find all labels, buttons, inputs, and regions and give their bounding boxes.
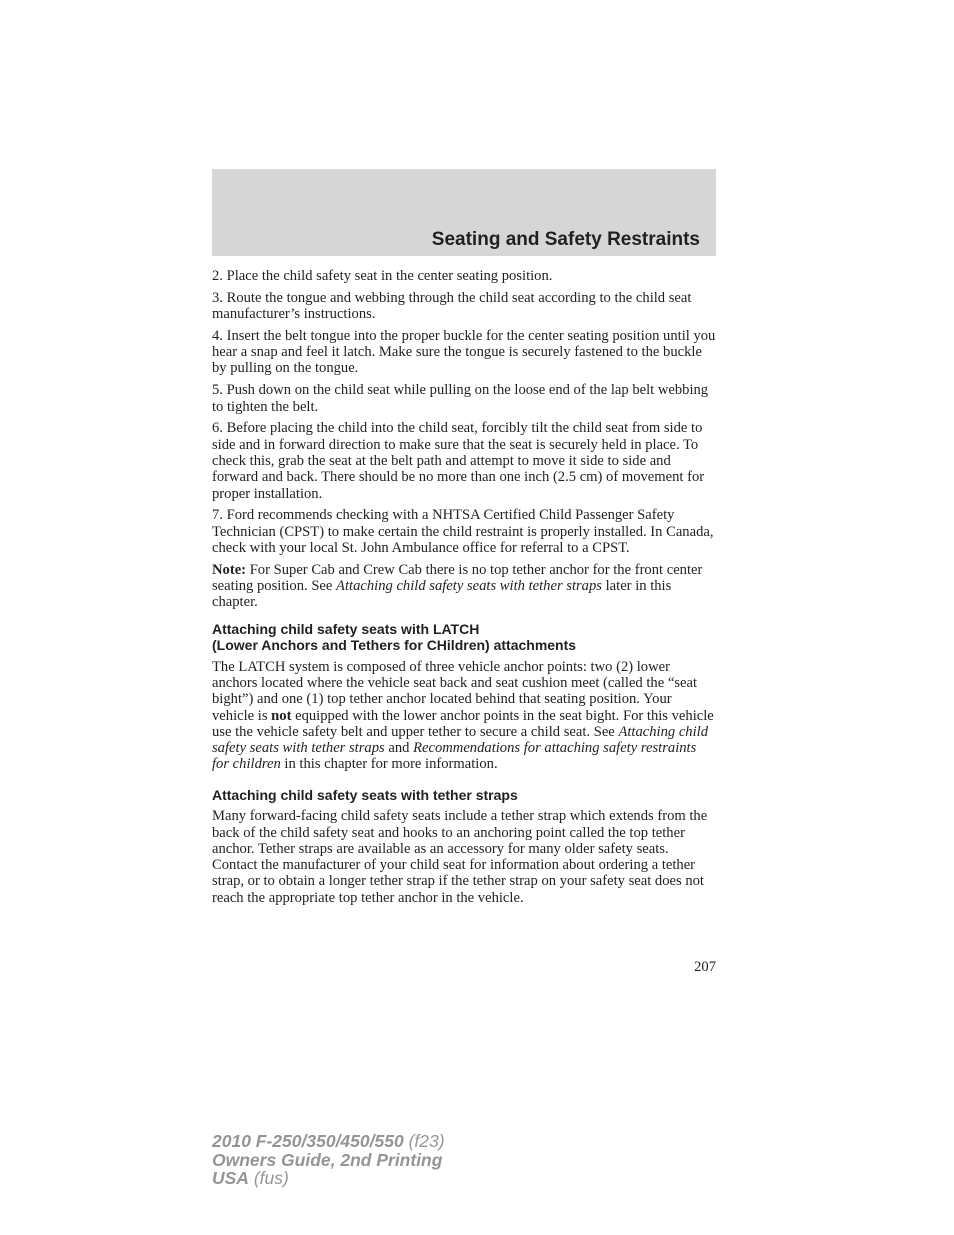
section-title: Seating and Safety Restraints bbox=[431, 229, 700, 250]
latch-emphasis-not: not bbox=[271, 707, 292, 724]
tether-heading: Attaching child safety seats with tether straps bbox=[212, 786, 518, 803]
footer-line-1 bbox=[212, 1132, 445, 1151]
step-3: 3. Route the tongue and webbing through the child seat according to the child seat manufacturer’s instructions. bbox=[212, 289, 692, 323]
document-footer bbox=[212, 1132, 445, 1188]
latch-text-1: The LATCH system is composed of three vehicle anchor points: two (2) lower anchors located where the vehicle seat back and seat cushion meet (called the “seat bight”) and one (1) top tether anchor located behind that seating position. Your vehicle is bbox=[212, 658, 698, 724]
tether-paragraph: Many forward-facing child safety seats include a tether strap which extends from the back of the child safety seat and hooks to an anchoring point called the top tether anchor. Tether straps are available as an accessory for many older safety seats. Contact the manufacturer of your child seat for information about ordering a tether strap, or to obtain a longer tether strap if the tether strap on your safety seat does not reach the appropriate top tether anchor in the vehicle. bbox=[212, 808, 708, 906]
note-label: Note: bbox=[212, 561, 247, 578]
footer-model: 2010 F-250/350/450/550 bbox=[212, 1131, 404, 1151]
note-text-before: For Super Cab and Crew Cab there is no top tether anchor for the front center seating position. See bbox=[212, 561, 703, 595]
latch-heading-line-2: (Lower Anchors and Tethers for CHildren) attachments bbox=[212, 637, 577, 654]
footer-model-code: (f23) bbox=[403, 1131, 445, 1151]
latch-text-4: in this chapter for more information. bbox=[280, 756, 498, 773]
step-5: 5. Push down on the child seat while pulling on the loose end of the lap belt webbing to tighten the belt. bbox=[212, 382, 709, 415]
step-4: 4. Insert the belt tongue into the proper buckle for the center seating position until you hear a snap and feel it latch. Make sure the tongue is securely fastened to the buckle by pulling on the tongue. bbox=[212, 327, 716, 377]
note-paragraph bbox=[212, 562, 716, 611]
step-7: 7. Ford recommends checking with a NHTSA Certified Child Passenger Safety Technician (CPST) to make certain the child restraint is properly installed. In Canada, check with your local St. John Ambulance office for referral to a CPST. bbox=[212, 507, 714, 556]
footer-market-code: (fus) bbox=[248, 1168, 289, 1188]
latch-text-3: and bbox=[384, 740, 414, 757]
latch-heading-line-1: Attaching child safety seats with LATCH bbox=[212, 620, 480, 637]
page-number: 207 bbox=[694, 959, 716, 975]
latch-text-2: equipped with the lower anchor points in the seat bight. For this vehicle use the vehicle safety belt and upper tether to secure a child seat. See bbox=[212, 707, 714, 740]
section-header-band bbox=[212, 169, 716, 256]
footer-line-2: Owners Guide, 2nd Printing bbox=[212, 1149, 443, 1170]
footer-line-3 bbox=[212, 1169, 445, 1188]
latch-cross-reference-1: Attaching child safety seats with tether straps bbox=[212, 723, 709, 757]
page-content bbox=[212, 268, 716, 912]
step-6: 6. Before placing the child into the child seat, forcibly tilt the child seat from side to side and in forward direction to make sure that the seat is securely held in place. To check this, grab the seat at the belt path and attempt to move it side to side and forward and back. There should be no more than one inch (2.5 cm) of movement for proper installation. bbox=[212, 420, 705, 502]
latch-cross-reference-2: Recommendations for attaching safety restraints for children bbox=[212, 740, 697, 773]
note-text-after: later in this chapter. bbox=[212, 578, 672, 611]
note-cross-reference: Attaching child safety seats with tether straps bbox=[336, 578, 602, 595]
step-2: 2. Place the child safety seat in the center seating position. bbox=[212, 268, 553, 284]
footer-market: USA bbox=[212, 1168, 249, 1188]
latch-paragraph bbox=[212, 659, 716, 773]
latch-heading bbox=[212, 621, 716, 654]
